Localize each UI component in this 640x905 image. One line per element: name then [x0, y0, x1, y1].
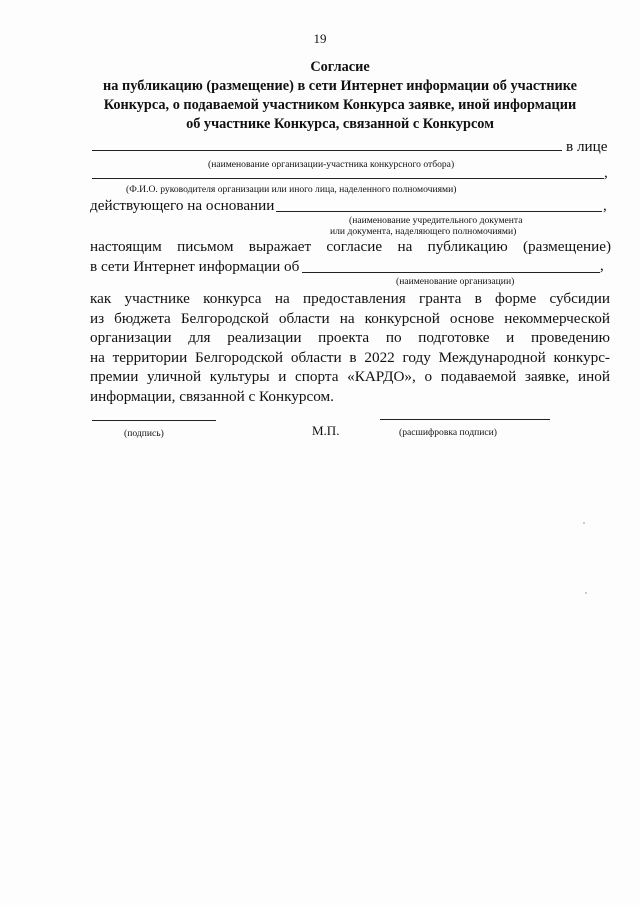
paragraph-line: премии уличной культуры и спорта «КАРДО», о подаваемой заявке, иной — [90, 368, 610, 385]
basis-caption-2: или документа, наделяющего полномочиями) — [330, 226, 517, 237]
head-name-caption: (Ф.И.О. руководителя организации или иного лица, наделенного полномочиями) — [126, 184, 457, 195]
comma-2: , — [603, 197, 607, 214]
paragraph-line: как участнике конкурса на предоставления гранта в форме субсидии — [90, 290, 610, 307]
signature-blank-line — [92, 420, 216, 421]
page-number: 19 — [313, 31, 327, 46]
basis-label: действующего на основании — [90, 197, 275, 214]
title-line-1: Согласие — [310, 59, 370, 75]
consent-line-2: в сети Интернет информации об — [90, 258, 300, 275]
basis-caption-1: (наименование учредительного документа — [349, 215, 523, 226]
scan-speck — [583, 522, 585, 524]
organization-caption: (наименование организации-участника конкурсного отбора) — [208, 159, 455, 170]
org-name-blank-line — [302, 272, 600, 273]
signature-decode-blank-line — [380, 419, 550, 420]
paragraph-line: на территории Белгородской области в 2022 году Международной конкурс- — [90, 348, 610, 366]
comma-3: , — [600, 257, 604, 274]
title-line-3: Конкурса, о подаваемой участником Конкурса заявке, иной информации — [103, 97, 577, 113]
in-person-label: в лице — [566, 138, 608, 155]
scan-speck — [585, 592, 587, 594]
comma-1: , — [604, 164, 608, 181]
org-name-caption: (наименование организации) — [396, 276, 515, 287]
signature-decode-caption: (расшифровка подписи) — [399, 427, 497, 438]
paragraph-line: информации, связанной с Конкурсом. — [90, 387, 334, 405]
basis-blank-line — [276, 211, 602, 212]
organization-blank-line — [92, 150, 562, 151]
paragraph-line: организации для реализации проекта по подготовке и проведению — [90, 329, 610, 346]
paragraph-line: из бюджета Белгородской области на конкурсной основе некоммерческой — [90, 309, 610, 327]
document-title — [70, 58, 610, 134]
head-name-blank-line — [92, 178, 604, 179]
consent-paragraph — [90, 289, 610, 406]
title-line-4: об участнике Конкурса, связанной с Конкурсом — [186, 116, 494, 132]
consent-line-1: настоящим письмом выражает согласие на публикацию (размещение) — [90, 238, 611, 255]
signature-caption: (подпись) — [124, 428, 164, 439]
stamp-mark: М.П. — [312, 423, 340, 438]
title-line-2: на публикацию (размещение) в сети Интернет информации об участнике — [103, 78, 577, 94]
